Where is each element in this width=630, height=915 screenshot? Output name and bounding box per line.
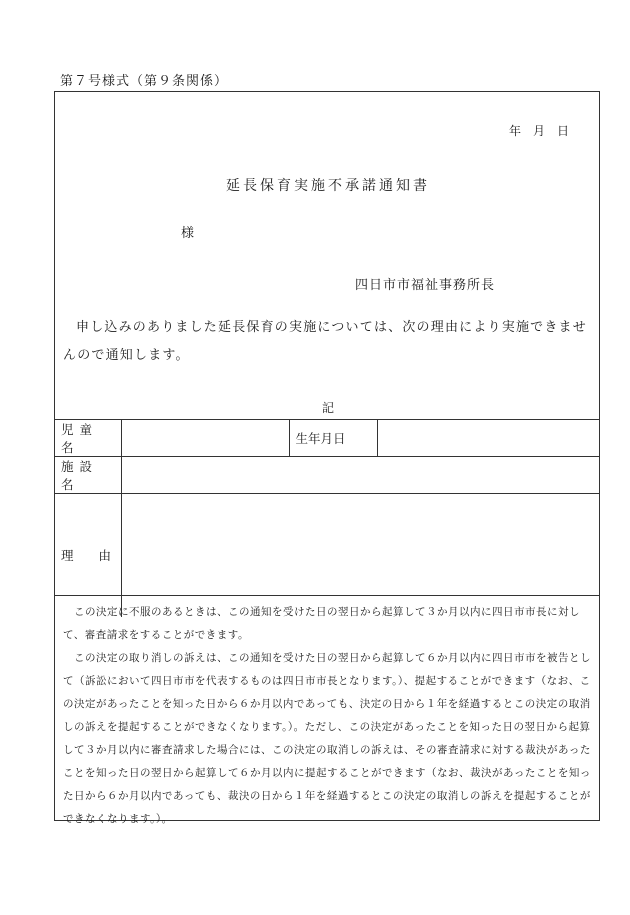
birthdate-field[interactable]: [377, 420, 600, 457]
form-number-label: 第７号様式（第９条関係）: [60, 74, 229, 89]
ki-heading: 記: [321, 401, 334, 415]
child-name-label: 児童名: [55, 420, 121, 457]
child-row: [55, 420, 600, 457]
facility-row: [55, 457, 600, 494]
notice-form: [54, 91, 600, 825]
date-line: 年 月 日: [508, 124, 569, 138]
appeal-notice-paragraph: この決定に不服のあるときは、この通知を受けた日の翌日から起算して３か月以内に四日市市長に対して、審査請求をすることができます。: [63, 606, 580, 641]
child-name-field[interactable]: [121, 420, 289, 457]
document-title: 延長保育実施不承諾通知書: [226, 178, 430, 194]
details-table: [55, 419, 600, 617]
facility-label: 施設名: [55, 457, 121, 494]
notice-body: 申し込みのありました延長保育の実施については、次の理由により実施できませんので通知します。: [63, 320, 587, 363]
birthdate-label: 生年月日: [289, 420, 377, 457]
facility-field[interactable]: [121, 457, 600, 494]
addressee-suffix: 様: [181, 226, 195, 241]
appeal-notice: [55, 595, 599, 831]
reason-label: 理 由: [55, 494, 121, 617]
sender-name: 四日市市福祉事務所長: [355, 278, 496, 293]
lawsuit-notice-paragraph: この決定の取り消しの訴えは、この通知を受けた日の翌日から起算して６か月以内に四日市市を被告として（訴訟において四日市市を代表するものは四日市市長となります。）、提起することができます（なお、この決定があったことを知った日から６か月以内であっても、決定の日から１年を経過するとこの決定の取消しの訴えを提起することができなくなります。）。ただし、この決定があったことを知った日の翌日から起算して３か月以内に審査請求した場合には、この決定の取消しの訴えは、その審査請求に対する裁決があったことを知った日の翌日から起算して６か月以内に提起することができます（なお、裁決があったことを知った日から６か月以内であっても、裁決の日から１年を経過するとこの決定の取消しの訴えを提起することができなくなります。）。: [63, 652, 591, 825]
